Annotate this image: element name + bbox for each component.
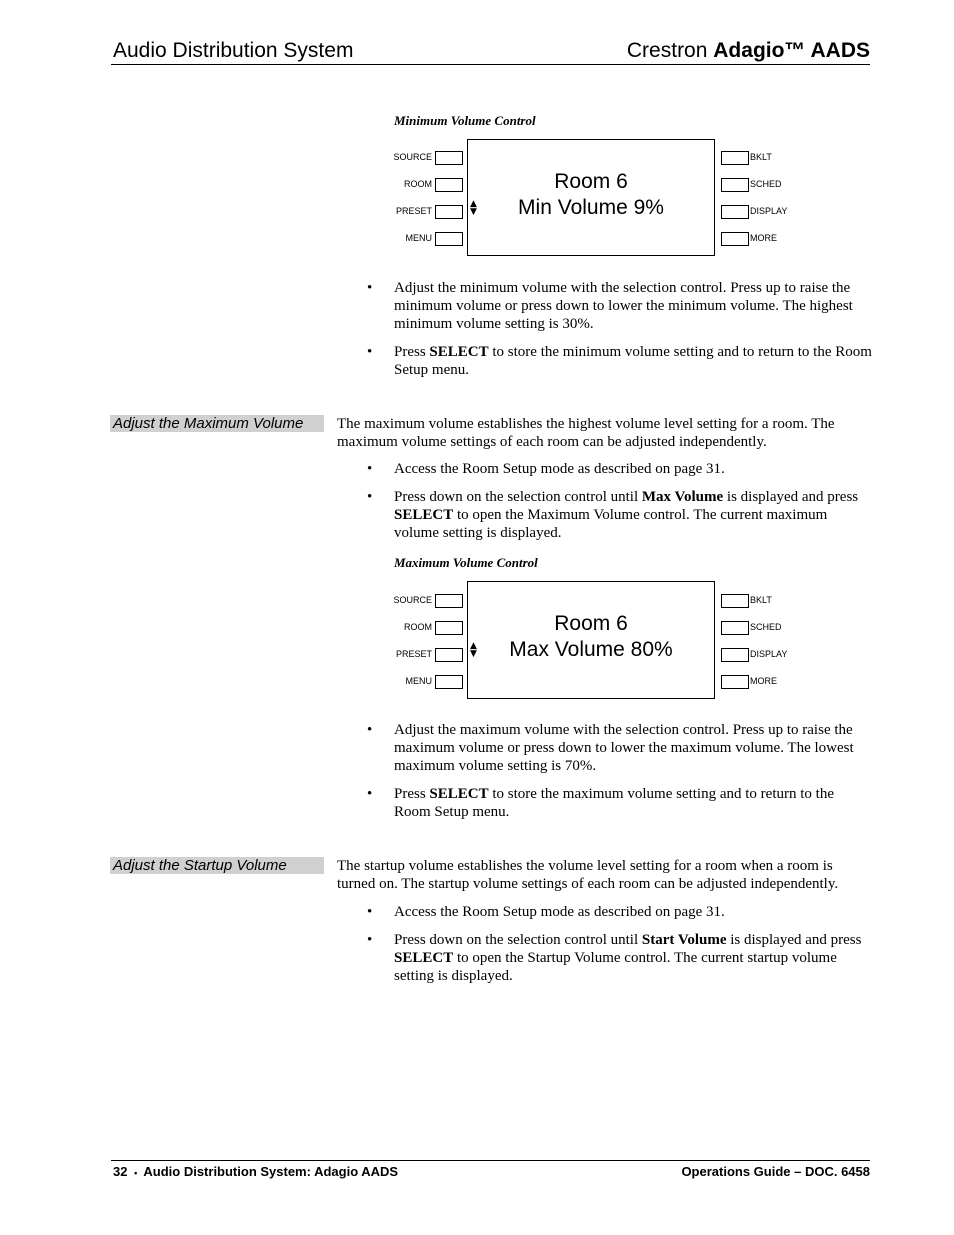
display-button[interactable]: [721, 205, 749, 219]
panel-label-menu: MENU: [405, 233, 432, 243]
list-item: • Access the Room Setup mode as described on page 31.: [367, 904, 725, 920]
panel-label-sched: SCHED: [750, 622, 782, 632]
panel-label-preset: PRESET: [395, 206, 432, 216]
sched-button[interactable]: [721, 621, 749, 635]
max-volume-panel: [394, 581, 874, 701]
panel-label-room: ROOM: [404, 622, 432, 632]
lcd-screen: [467, 139, 715, 256]
panel-label-more: MORE: [750, 676, 777, 686]
section-heading-max-volume: Adjust the Maximum Volume: [110, 415, 324, 432]
menu-button[interactable]: [435, 232, 463, 246]
preset-button[interactable]: [435, 648, 463, 662]
lcd-screen: [467, 581, 715, 699]
list-item: • Adjust the minimum volume with the selection control. Press up to raise the minimum volume or press down to lower the minimum volume. The highest minimum volume setting is 30%.: [367, 280, 853, 332]
lcd-line-2: Max Volume 80%: [509, 638, 673, 661]
panel-label-sched: SCHED: [750, 179, 782, 189]
bklt-button[interactable]: [721, 594, 749, 608]
display-button[interactable]: [721, 648, 749, 662]
panel-label-menu: MENU: [405, 676, 432, 686]
max-volume-intro: The maximum volume establishes the highest volume level setting for a room. The maximum volume settings of each room can be adjusted independently.: [337, 416, 835, 450]
bklt-button[interactable]: [721, 151, 749, 165]
source-button[interactable]: [435, 151, 463, 165]
panel-label-display: DISPLAY: [750, 206, 788, 216]
header-brand: Crestron: [626, 39, 708, 62]
sched-button[interactable]: [721, 178, 749, 192]
list-item: • Press SELECT to store the maximum volume setting and to return to the Room Setup menu.: [367, 786, 834, 820]
lcd-line-1: Room 6: [554, 612, 628, 635]
min-volume-caption: Minimum Volume Control: [394, 113, 536, 128]
menu-button[interactable]: [435, 675, 463, 689]
preset-button[interactable]: [435, 205, 463, 219]
header-title-left: Audio Distribution System: [113, 39, 354, 62]
lcd-line-2: Min Volume 9%: [518, 196, 664, 219]
panel-label-display: DISPLAY: [750, 649, 788, 659]
source-button[interactable]: [435, 594, 463, 608]
panel-label-source: SOURCE: [393, 152, 432, 162]
footer-right: Operations Guide – DOC. 6458: [681, 1164, 870, 1179]
lcd-line-1: Room 6: [554, 170, 628, 193]
panel-label-bklt: BKLT: [750, 595, 772, 605]
panel-label-room: ROOM: [404, 179, 432, 189]
room-button[interactable]: [435, 178, 463, 192]
max-volume-caption: Maximum Volume Control: [394, 555, 538, 570]
panel-label-preset: PRESET: [395, 649, 432, 659]
panel-label-more: MORE: [750, 233, 777, 243]
list-item: • Adjust the maximum volume with the selection control. Press up to raise the maximum volume or press down to lower the maximum volume. The lowest maximum volume setting is 70%.: [367, 722, 854, 774]
header-product: Adagio™ AADS: [713, 39, 870, 62]
footer-left: 32 • Audio Distribution System: Adagio AADS: [113, 1164, 399, 1179]
up-down-arrows-icon: ▲ ▼: [470, 641, 477, 659]
page-number: 32: [113, 1164, 128, 1179]
list-item: • Access the Room Setup mode as described on page 31.: [367, 461, 725, 477]
min-volume-panel: [394, 139, 874, 259]
header-title-right: [627, 39, 870, 63]
more-button[interactable]: [721, 675, 749, 689]
footer-doc-title: Audio Distribution System: Adagio AADS: [143, 1164, 399, 1179]
panel-label-bklt: BKLT: [750, 152, 772, 162]
list-item: • Press down on the selection control until Max Volume is displayed and press SELECT to open the Maximum Volume control. The current maximum volume setting is displayed.: [367, 489, 859, 541]
panel-label-source: SOURCE: [393, 595, 432, 605]
room-button[interactable]: [435, 621, 463, 635]
page-header: [111, 38, 870, 65]
more-button[interactable]: [721, 232, 749, 246]
list-item: • Press SELECT to store the minimum volume setting and to return to the Room Setup menu.: [367, 344, 872, 378]
startup-volume-intro: The startup volume establishes the volume level setting for a room when a room is turned on. The startup volume settings of each room can be adjusted independently.: [337, 858, 839, 892]
list-item: • Press down on the selection control until Start Volume is displayed and press SELECT to open the Startup Volume control. The current startup volume setting is displayed.: [367, 932, 862, 984]
up-down-arrows-icon: ▲ ▼: [470, 199, 477, 217]
page-footer: [111, 1160, 870, 1179]
section-heading-startup-volume: Adjust the Startup Volume: [110, 857, 324, 874]
